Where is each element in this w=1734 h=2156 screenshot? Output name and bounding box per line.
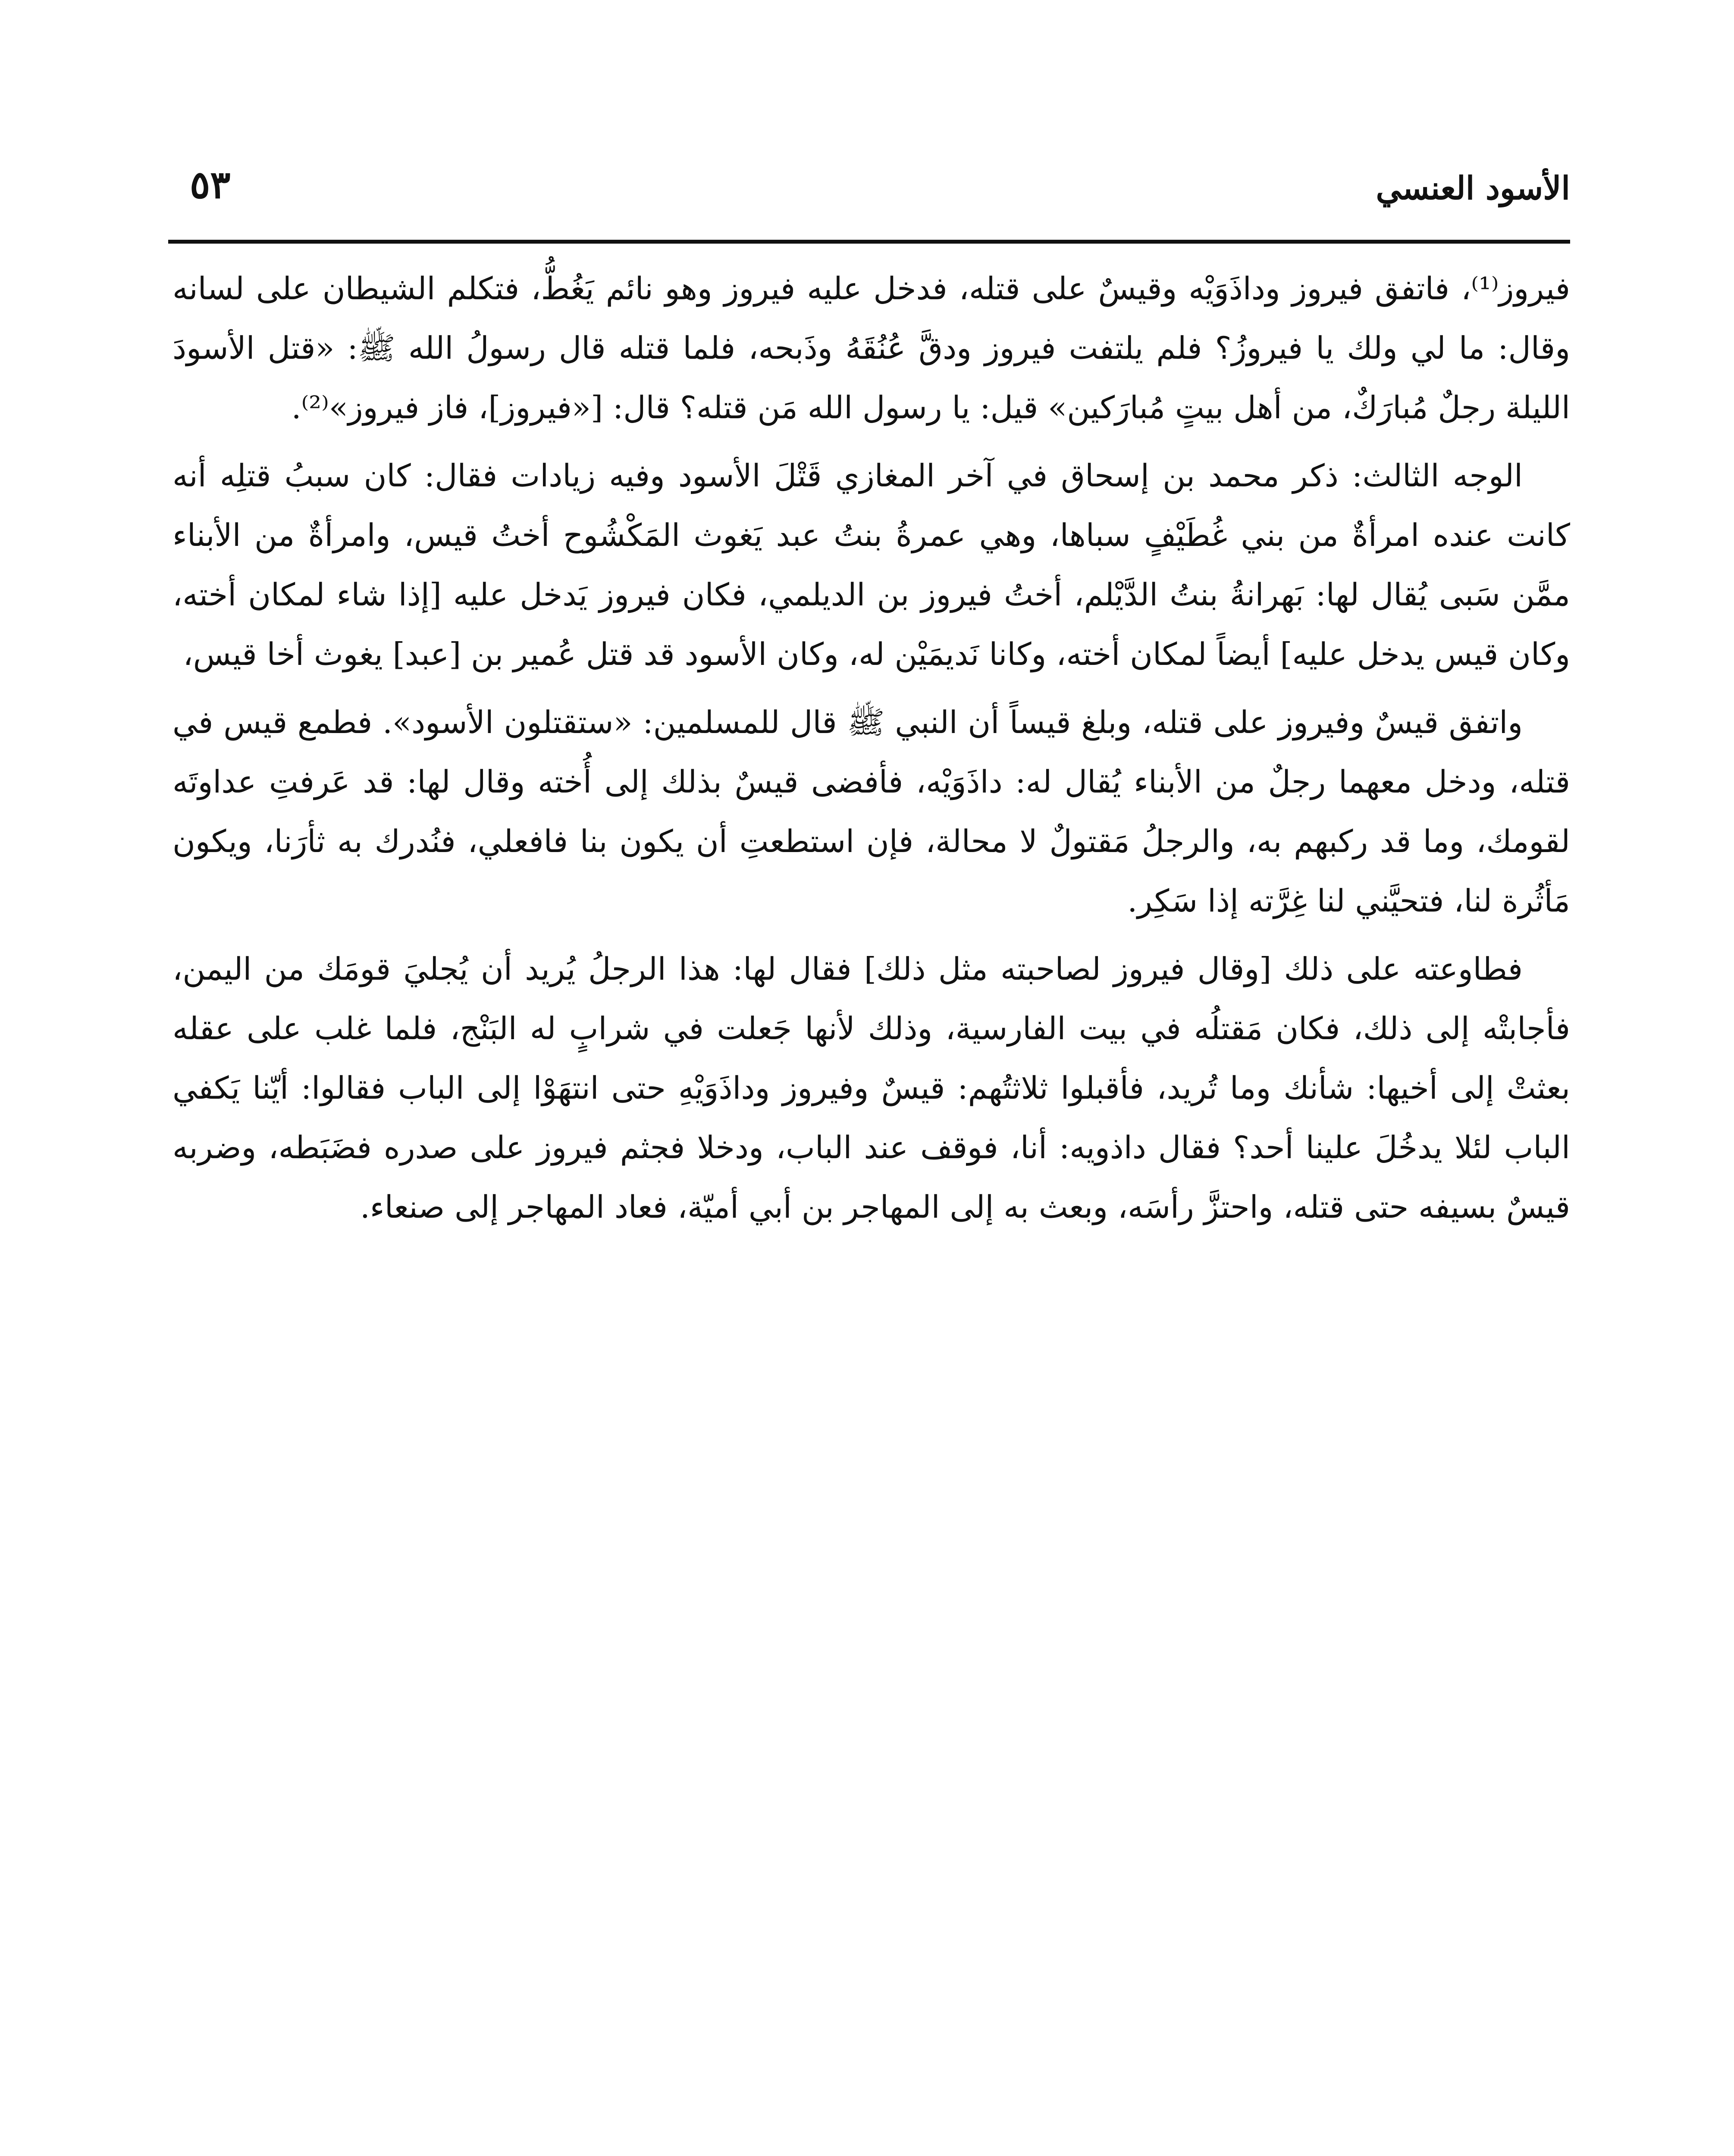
paragraph: فيروز⁽¹⁾، فاتفق فيروز وداذَوَيْه وقيسٌ على قتله، فدخل عليه فيروز وهو نائم يَغُطُّ، فتكلم الشيطان على لسانه وقال: ما لي ولك يا فيروزُ؟ فلم يلتفت فيروز ودقَّ عُنُقَهُ وذَبحه، فلما قتله قال رسولُ الله ﷺ: «قتل الأسودَ الليلة رجلٌ مُبارَكٌ، من أهل بيتٍ مُبارَكين» قيل: يا رسول الله مَن قتله؟ قال: [«فيروز]، فاز فيروز»⁽²⁾. — [172, 270, 1570, 426]
main-text — [172, 259, 1570, 1245]
header-rule — [168, 240, 1570, 244]
paragraph: فطاوعته على ذلك [وقال فيروز لصاحبته مثل ذلك] فقال لها: هذا الرجلُ يُريد أن يُجليَ قومَك من اليمن، فأجابتْه إلى ذلك، فكان مَقتلُه في بيت الفارسية، وذلك لأنها جَعلت في شرابٍ له البَنْج، فلما غلب على عقله بعثتْ إلى أخيها: شأنك وما تُريد، فأقبلوا ثلاثتُهم: قيسٌ وفيروز وداذَوَيْهِ حتى انتهَوْا إلى الباب فقالوا: أيّنا يَكفي الباب لئلا يدخُلَ علينا أحد؟ فقال داذويه: أنا، فوقف عند الباب، ودخلا فجثم فيروز على صدره فضَبَطه، وضربه قيسٌ بسيفه حتى قتله، واحتزَّ رأسَه، وبعث به إلى المهاجر بن أبي أميّة، فعاد المهاجر إلى صنعاء. — [172, 951, 1571, 1225]
page-number: ٥٣ — [190, 162, 231, 207]
page-header — [172, 138, 1570, 224]
paragraph: واتفق قيسٌ وفيروز على قتله، وبلغ قيساً أن النبي ﷺ قال للمسلمين: «ستقتلون الأسود». فطمع قيس في قتله، ودخل معهما رجلٌ من الأبناء يُقال له: داذَوَيْه، فأفضى قيسٌ بذلك إلى أُخته وقال لها: قد عَرفتِ عداوتَه لقومك، وما قد ركبهم به، والرجلُ مَقتولٌ لا محالة، فإن استطعتِ أن يكون بنا فافعلي، فنُدرك به ثأرَنا، ويكون مَأثُرة لنا، فتحيَّني لنا غِرَّته إذا سَكِر. — [172, 704, 1570, 919]
paragraph: الوجه الثالث: ذكر محمد بن إسحاق في آخر المغازي قَتْلَ الأسود وفيه زيادات فقال: كان سببُ قتلِه أنه كانت عنده امرأةٌ من بني غُطَيْفٍ سباها، وهي عمرةُ بنتُ عبد يَغوث المَكْشُوح أختُ قيس، وامرأةٌ من الأبناء ممَّن سَبى يُقال لها: بَهرانةُ بنتُ الدَّيْلم، أختُ فيروز بن الديلمي، فكان فيروز يَدخل عليه [إذا شاء لمكان أخته، وكان قيس يدخل عليه] أيضاً لمكان أخته، وكانا نَديمَيْن له، وكان الأسود قد قتل عُمير بن [عبد] يغوث أخا قيس، — [172, 458, 1571, 672]
running-title: الأسود العنسي — [1376, 170, 1570, 207]
